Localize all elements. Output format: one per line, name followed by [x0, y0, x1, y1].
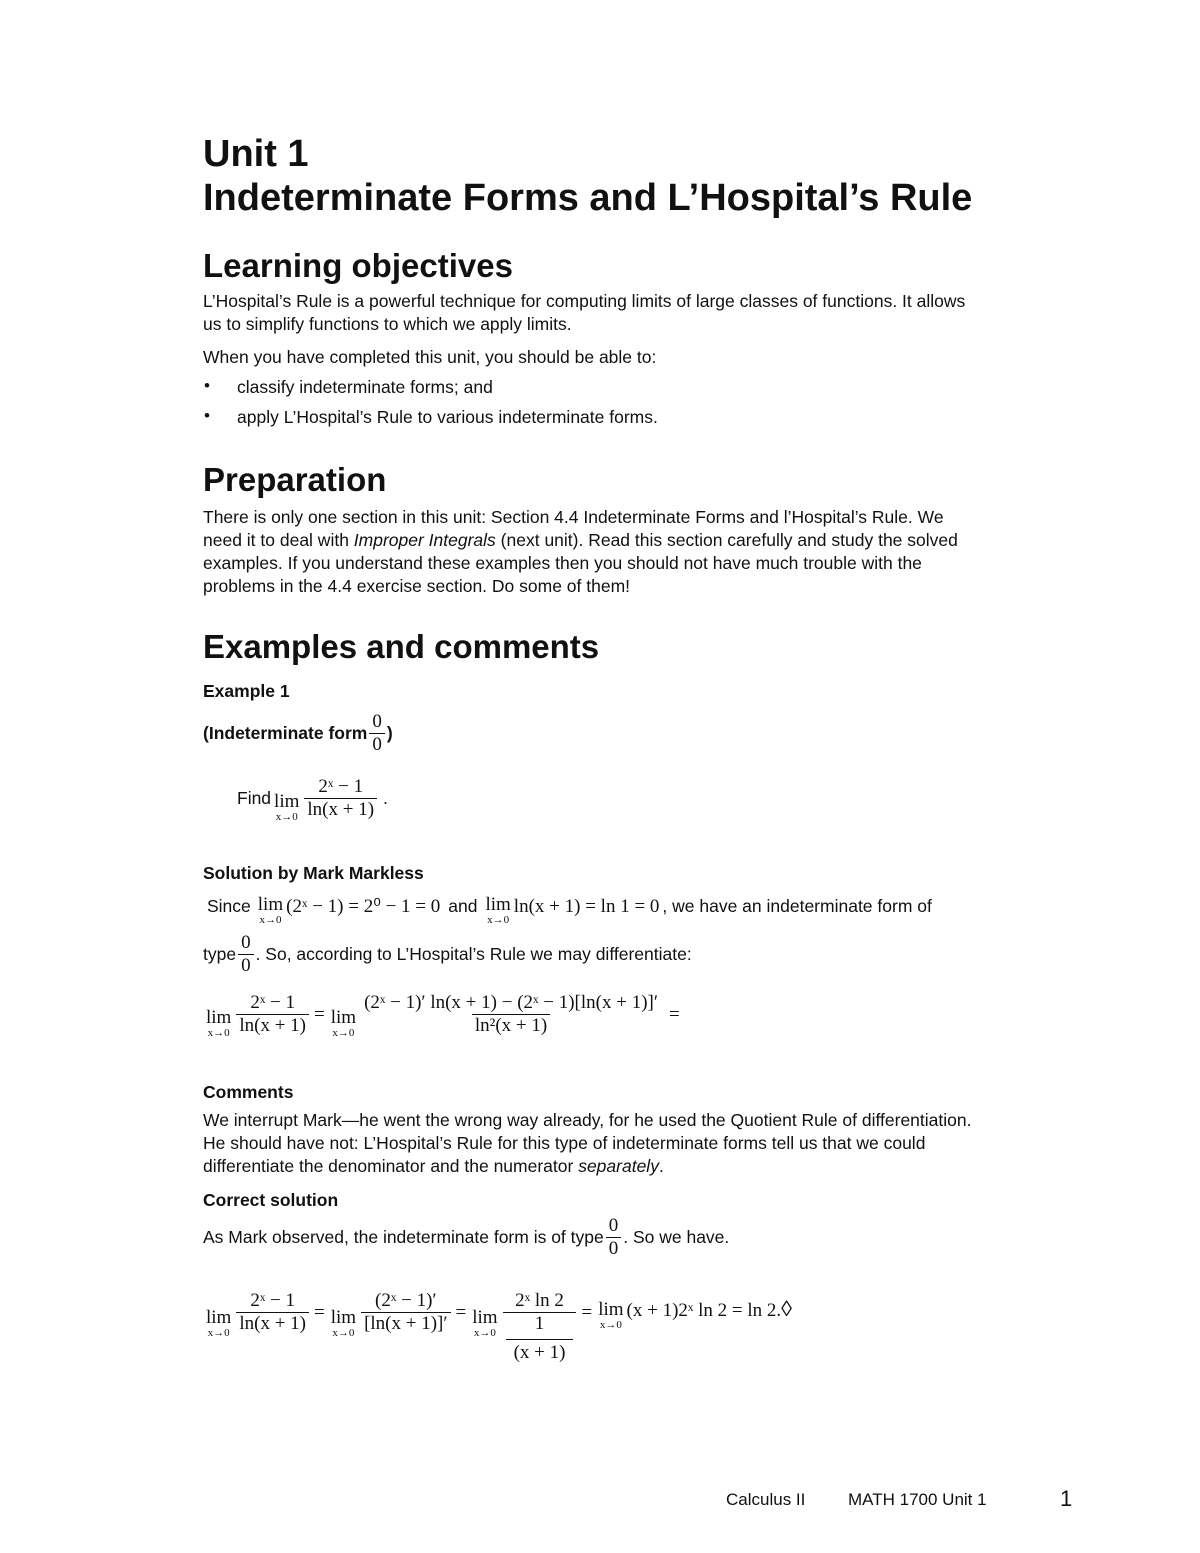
zero-over-zero-fraction: $\frac{0}{0}$	[369, 711, 385, 756]
preparation-line-3: examples. If you understand these examples then you should not have much trouble with the	[203, 553, 922, 573]
final-result: (x + 1)2ˣ ln 2 = ln 2.	[626, 1300, 782, 1321]
objectives-paragraph-line-2: us to simplify functions to which we apply limits.	[203, 314, 572, 334]
comments-line-1: We interrupt Mark—he went the wrong way already, for he used the Quotient Rule of differentiation.	[203, 1110, 972, 1130]
type-statement: type $\frac{0}{0}$ . So, according to L’Hospital’s Rule we may differentiate:	[203, 932, 692, 976]
bullet-1-marker: •	[204, 376, 210, 395]
separately-emphasis: separately	[578, 1156, 659, 1176]
find-limit-statement: Find lim x→0 $\frac{\text{2ˣ − 1}}{\ln(x + 1)}$ .	[237, 776, 388, 823]
learning-objectives-heading: Learning objectives	[203, 247, 513, 284]
preparation-heading: Preparation	[203, 461, 387, 498]
preparation-line-2: need it to deal with Improper Integrals (next unit). Read this section carefully and study the solved	[203, 530, 958, 550]
page-number: 1	[1060, 1486, 1073, 1511]
quotient-fraction: $\frac{\text{(2ˣ − 1)′ ln(x + 1) − (2ˣ − 1)[ln(x + 1)]′}}{\text{ln²(x + 1)}}$	[364, 992, 659, 1036]
quotient-rule-equation: lim x→0 $\frac{\text{2ˣ − 1}}{\ln(x + 1)}$ = lim x→0 $\frac{\text{(2ˣ − 1)′ ln(x + 1) − (2ˣ − 1)[ln(x + 1)]′}}{\text{ln²(x + 1)}}$ =	[206, 992, 680, 1039]
preparation-line-1: There is only one section in this unit: Section 4.4 Indeterminate Forms and l’Hospital’s Rule. We	[203, 507, 944, 527]
bullet-2-marker: •	[204, 406, 210, 425]
zero-over-zero-fraction: $\frac{0}{0}$	[238, 932, 254, 977]
limit-operator: lim x→0	[330, 1007, 357, 1039]
since-expression-2: ln(x + 1) = ln 1 = 0	[513, 896, 660, 917]
footer-code: MATH 1700 Unit 1	[848, 1490, 987, 1509]
unit-title: Indeterminate Forms and L’Hospital’s Rule	[203, 177, 973, 219]
preparation-line-4: problems in the 4.4 exercise section. Do some of them!	[203, 576, 631, 596]
comments-line-2: He should have not: L’Hospital’s Rule for this type of indeterminate forms tell us that we could	[203, 1133, 926, 1153]
limit-operator: lim x→0	[485, 894, 511, 926]
limit-operator: lim x→0	[206, 1307, 232, 1339]
end-of-proof-mark: ◊	[781, 1296, 793, 1321]
limit-operator: lim x→0	[472, 1307, 498, 1339]
objectives-paragraph-line-1: L’Hospital’s Rule is a powerful technique for computing limits of large classes of functions. It allows	[203, 291, 966, 311]
lhs-fraction: $\frac{\text{2ˣ − 1}}{\ln(x + 1)}$	[236, 992, 309, 1037]
comments-heading: Comments	[203, 1082, 294, 1102]
correct-solution-heading: Correct solution	[203, 1190, 339, 1210]
limit-fraction: $\frac{\text{2ˣ − 1}}{\ln(x + 1)}$	[304, 776, 377, 821]
solution-heading: Solution by Mark Markless	[203, 863, 424, 883]
limit-operator: lim x→0	[274, 791, 300, 823]
objective-bullet-2: apply L’Hospital’s Rule to various indeterminate forms.	[237, 407, 658, 427]
correct-solution-equation: lim x→0 $\frac{\text{2ˣ − 1}}{\ln(x + 1)}$ = lim x→0 $\frac{\text{(2ˣ − 1)′}}{[\ln(x + 1)]'}$ = lim x→0 2ˣ ln 2 1 (x + 1) = lim x→0 (x + 1)2ˣ ln 2 = ln 2. ◊	[203, 1290, 792, 1366]
objectives-intro: When you have completed this unit, you should be able to:	[203, 347, 657, 367]
indeterminate-form-label: (Indeterminate form $\frac{0}{0}$ )	[203, 711, 393, 755]
step1-fraction: $\frac{\text{2ˣ − 1}}{\ln(x + 1)}$	[236, 1290, 309, 1335]
footer-course: Calculus II	[726, 1490, 806, 1509]
limit-operator: lim x→0	[257, 894, 284, 926]
step3-fraction: 2ˣ ln 2 1 (x + 1)	[503, 1290, 577, 1366]
unit-heading: Unit 1	[203, 133, 309, 175]
objective-bullet-1: classify indeterminate forms; and	[237, 377, 493, 397]
example-1-label: Example 1	[203, 681, 290, 701]
limit-operator: lim x→0	[598, 1299, 624, 1331]
since-expression-1: (2ˣ − 1) = 2⁰ − 1 = 0	[286, 896, 441, 917]
limit-operator: lim x→0	[206, 1007, 232, 1039]
step2-fraction: $\frac{\text{(2ˣ − 1)′}}{[\ln(x + 1)]'}$	[361, 1290, 450, 1335]
correct-solution-intro: As Mark observed, the indeterminate form is of type $\frac{0}{0}$ . So we have.	[203, 1215, 730, 1259]
zero-over-zero-fraction: $\frac{0}{0}$	[606, 1215, 622, 1260]
comments-line-3: differentiate the denominator and the numerator separately.	[203, 1156, 664, 1176]
since-statement: Since lim x→0 (2ˣ − 1) = 2⁰ − 1 = 0 and lim x→0 ln(x + 1) = ln 1 = 0 , we have an indeterminate form of	[207, 894, 932, 926]
examples-heading: Examples and comments	[203, 628, 600, 665]
improper-integrals-emphasis: Improper Integrals	[353, 530, 496, 550]
limit-operator: lim x→0	[330, 1307, 357, 1339]
